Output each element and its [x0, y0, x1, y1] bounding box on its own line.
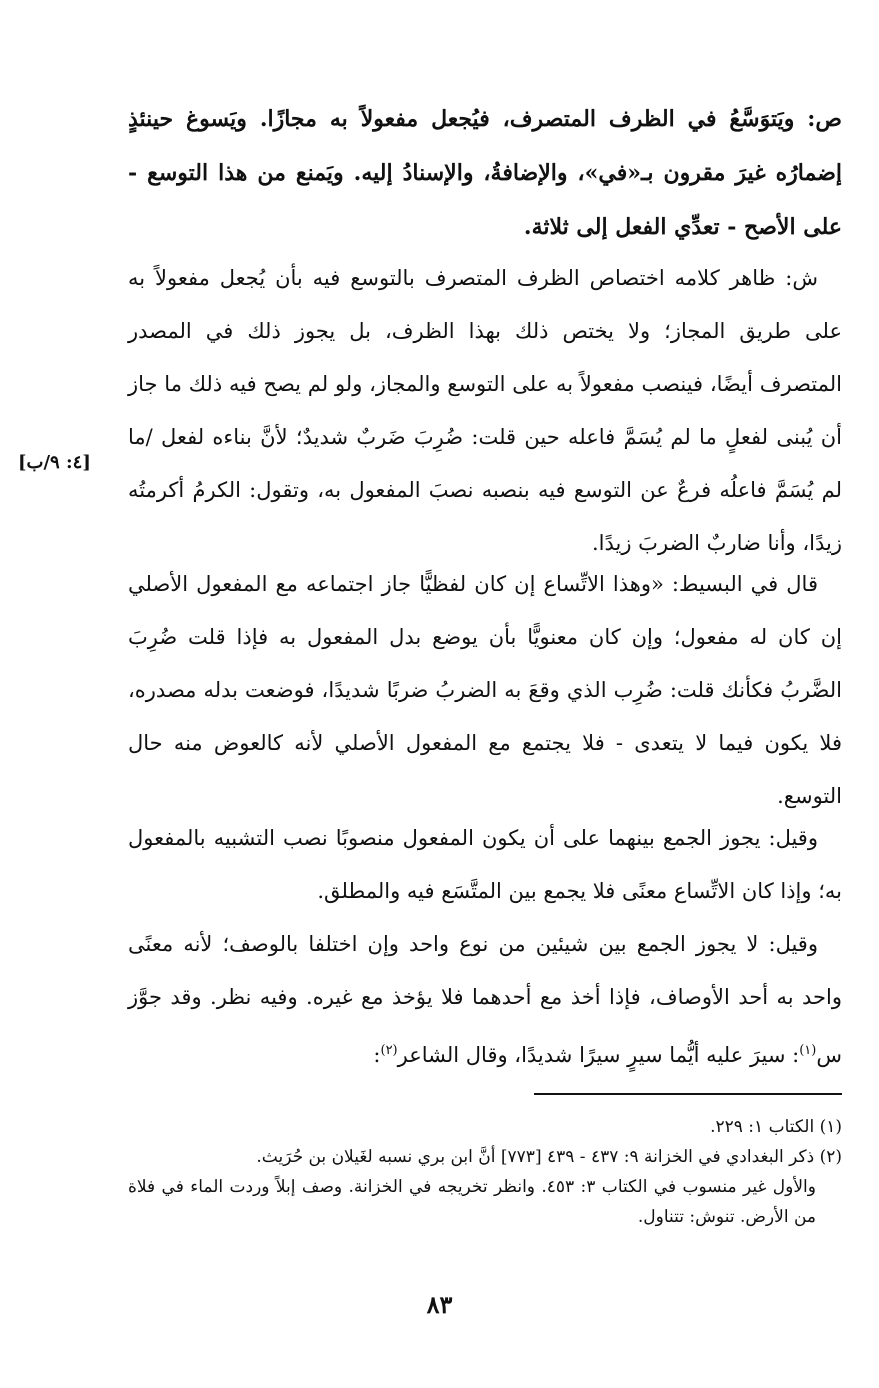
sibawayh-line-start: وقد جوَّز س	[128, 985, 842, 1067]
third-opinion-paragraph	[128, 918, 842, 1082]
matn-paragraph: ص: ويَتوَسَّعُ في الظرف المتصرف، فيُجعل مفعولاً به مجازًا. ويَسوغ حينئذٍ إضمارُه غيرَ مقرون بـ«في»، والإضافةُ، والإسنادُ إليه. ويَمنع من هذا التوسع - على الأصح - تعدِّي الفعل إلى ثلاثة.	[128, 106, 842, 240]
footnote-2-continuation: والأول غير منسوب في الكتاب ٣: ٤٥٣. وانظر تخريجه في الخزانة. وصف إبلاً وردت الماء في فلاة من الأرض. تنوش: تتناول.	[128, 1177, 816, 1227]
basit-quote-paragraph: قال في البسيط: «وهذا الاتِّساع إن كان لفظيًّا جاز اجتماعه مع المفعول الأصلي إن كان له مفعول؛ وإن كان معنويًّا بأن يوضع بدل المفعول به فإذا قلت ضُرِبَ الضَّربُ فكأنك قلت: ضُرِب الذي وقعَ به الضربُ ضربًا شديدًا، فوضعت بدله مصدره، فلا يكون فيما لا يتعدى - فلا يجتمع مع المفعول الأصلي لأنه كالعوض منه حال التوسع.	[128, 572, 842, 808]
poet-colon: :	[373, 1043, 381, 1067]
manuscript-folio-marker: [٤: ٩/ب]	[18, 452, 91, 473]
footnote-1: (١) الكتاب ١: ٢٢٩.	[710, 1117, 842, 1137]
sharh-paragraph: ش: ظاهر كلامه اختصاص الظرف المتصرف بالتوسع فيه بأن يُجعل مفعولاً به على طريق المجاز؛ ولا يختص ذلك بهذا الظرف، بل يجوز ذلك في المصدر المتصرف أيضًا، فينصب مفعولاً به على التوسع والمجاز، ولو لم يصح فيه ذلك ما جاز أن يُبنى لفعلٍ ما لم يُسَمَّ فاعله حين قلت: ضُرِبَ ضَربٌ شديدٌ؛ لأنَّ بناءه لفعل /ما لم يُسَمَّ فاعلُه فرعٌ عن التوسع فيه بنصبه نصبَ المفعول به، وتقول: الكرمُ أكرمتُه زيدًا، وأنا ضاربٌ الضربَ زيدًا.	[128, 266, 842, 555]
footnote-ref-1: (١)	[799, 1043, 817, 1058]
sibawayh-example: : سيرَ عليه أيُّما سيرٍ سيرًا شديدًا، وقال الشاعر	[397, 1043, 800, 1067]
footnotes	[128, 1112, 842, 1232]
third-opinion-text: وقيل: لا يجوز الجمع بين شيئين من نوع واحد وإن اختلفا بالوصف؛ لأنه معنًى واحد به أحد الأوصاف، فإذا أخذ مع أحدهما فلا يؤخذ مع غيره. وفيه نظر.	[128, 932, 842, 1009]
footnote-2: (٢) ذكر البغدادي في الخزانة ٩: ٤٣٧ - ٤٣٩ [٧٧٣] أنَّ ابن بري نسبه لغَيلان بن حُرَيث.	[256, 1147, 842, 1167]
footnote-ref-2: (٢)	[380, 1043, 398, 1058]
footnote-separator	[534, 1093, 842, 1095]
second-opinion-paragraph: وقيل: يجوز الجمع بينهما على أن يكون المفعول منصوبًا نصب التشبيه بالمفعول به؛ وإذا كان الاتِّساع معنًى فلا يجمع بين المتَّسَع فيه والمطلق.	[128, 826, 842, 903]
page-number: ٨٣	[426, 1290, 453, 1319]
